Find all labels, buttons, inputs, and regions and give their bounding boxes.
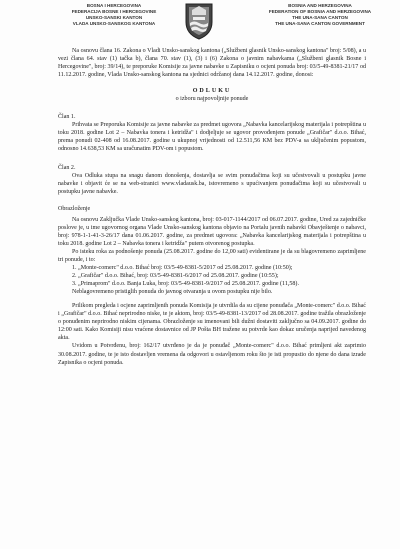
- header-right: [260, 3, 380, 27]
- obrazlozenje-heading: Obrazloženje: [58, 205, 91, 212]
- obrazlozenje-paragraph-1: Na osnovu Zaključka Vlade Unsko-sanskog kantona, broj: 03-017-1144/2017 od 06.07.2017. godine, Ured za zajedničke poslove je, u ime ugovornog organa Vlade Unsko-sanskog kantona objavio na Portalu javnih nabavki Obavještenje o nabavci, broj: 978-1-1-41-3-26/17 dana 01.06.2017. godine, za predmet ugovora: „Nabavka kancelarijskog materijala i potrepština u toku 2018. godine Lot 2 – Nabavka tonera i ketridža" putem otvorenog postupka.: [58, 216, 366, 247]
- obrazlozenje-paragraph-5: Uvidom u Potvrđenu, broj: 162/17 utvrđeno je da je ponuđač „Monte-comerc" d.o.o. Bihać primljeni akt zaprimio 30.08.2017. godine, te je isto dostavljen vremena da odgovori u ostavljenom roku što je isti propustio do njene do dana izrade Zapisnika o ocjeni ponuda.: [58, 343, 366, 366]
- document-title: ODLUKU: [192, 88, 232, 95]
- offer-list-item: 1. „Monte-comerc" d.o.o. Bihać broj: 03/5-49-8381-5/2017 od 25.08.2017. godine (10:50);: [72, 265, 293, 272]
- offer-list-item: 3. „Primaprom" d.o.o. Banja Luka, broj: 03/5-49-8381-9/2017 od 25.08.2017. godine (11,58).: [72, 281, 299, 288]
- document-subtitle: o izboru najpovoljnije ponude: [175, 96, 249, 103]
- preamble: Na osnovu člana 16. Zakona o Vladi Unsko-sanskog kantona („Službeni glasnik Unsko-sanskog kantona" broj: 5/08), a u vezi člana 64. stav (1) tačka b), člana 70. stav (1), (3) i (6) Zakona o javnim nabavkama („Službeni glasnik Bosne i Hercegovine", broj: 39/14), te preporuke Komisije za javne nabavke u Zapisniku o ocjeni ponuda broj: 03/5-49-8381-21/17 od 11.12.2017. godine, Vlada Unsko-sanskog kantona na sjednici održanoj dana 14.12.2017. godine, donosi:: [58, 48, 366, 79]
- header-right-line: FEDERATION OF BOSNIA AND HERZEGOVINA: [268, 9, 372, 14]
- header-left-line: FEDERACIJA BOSNE I HERCEGOVINE: [71, 9, 157, 14]
- clan1-heading: Član 1.: [58, 114, 76, 121]
- header-right-line: THE UNA-SANA CANTON GOVERNMENT: [275, 21, 365, 26]
- obrazlozenje-paragraph-3: Neblagovremeno pristiglih ponuda do javnog otvaranja u ovom postupku nije bilo.: [72, 289, 273, 296]
- obrazlozenje-paragraph-4: Prilikom pregleda i ocjene zaprimljenih ponuda Komisija je utvrdila da su cijene ponuđača „Monte-comerc" d.o.o. Bihać i „Grafičar" d.o.o. Bihać neprirodno niske, te je aktom, broj: 03/5-49-8381-13/2017 od 28.08.2017. godine tražila obrazloženje o ponuđenim neprirodno niskim cijenama. Obrazloženje su imenovani bili dužni dostaviti zaključno sa 04.09.2017. godine do 12:00 sati. Kako Komisiji nisu vraćene dostavnice od JP Pošta BH tražene su potvrde kao dokaz uručenja naprijed navedenog akta.: [58, 303, 366, 342]
- clan1-text: Prihvata se Preporuka Komisije za javne nabavke za predmet ugovora „Nabavka kancelarijskog materijala i potrepština u toku 2018. godine Lot 2 – Nabavka tonera i ketridža" i dodjeljuje se ugovor provođenjem ponude „Grafičar" d.o.o. Bihać, prema ponudi 02-408 od 16.08.2017. godine u ukupnoj vrijednosti od 12.511,56 KM bez PDV-a sa uključenim popustom, odnosno 14.638,53 KM sa uračunatim PDV-om i popustom.: [58, 122, 366, 153]
- header-left-line: BOSNA I HERCEGOVINA: [86, 3, 142, 8]
- header-right-line: THE UNA-SANA CANTON: [292, 15, 348, 20]
- clan2-text: Ova Odluka stupa na snagu danom donošenja, dostavlja se svim ponuđačima koji su učestvovali u postupku javne nabavke i objavit će se na web-stranici www.vladausk.ba, istovremeno s upućivanjem ponuđačima koji su učestvovali u postupku javne nabavke.: [58, 172, 366, 195]
- coat-of-arms-icon: [184, 2, 214, 40]
- header-right-line: BOSNIA AND HERZEGOVINA: [288, 3, 352, 8]
- offer-list-item: 2. „Grafičar" d.o.o. Bihać, broj: 03/5-49-8381-6/2017 od 25.08.2017. godine (10:55);: [72, 273, 279, 280]
- document-body: [58, 47, 366, 367]
- obrazlozenje-paragraph-2: Po isteku roka za podnošenje ponuda (25.08.2017. godine do 12,00 sati) evidentirane je da su blagovremeno zaprimljene tri ponude, i to:: [58, 248, 366, 263]
- header-left: [56, 3, 172, 27]
- header-left-line: UNSKO-SANSKI KANTON: [85, 15, 143, 20]
- clan2-heading: Član 2.: [58, 164, 76, 171]
- header-left-line: VLADA UNSKO-SANSKOG KANTONA: [72, 21, 156, 26]
